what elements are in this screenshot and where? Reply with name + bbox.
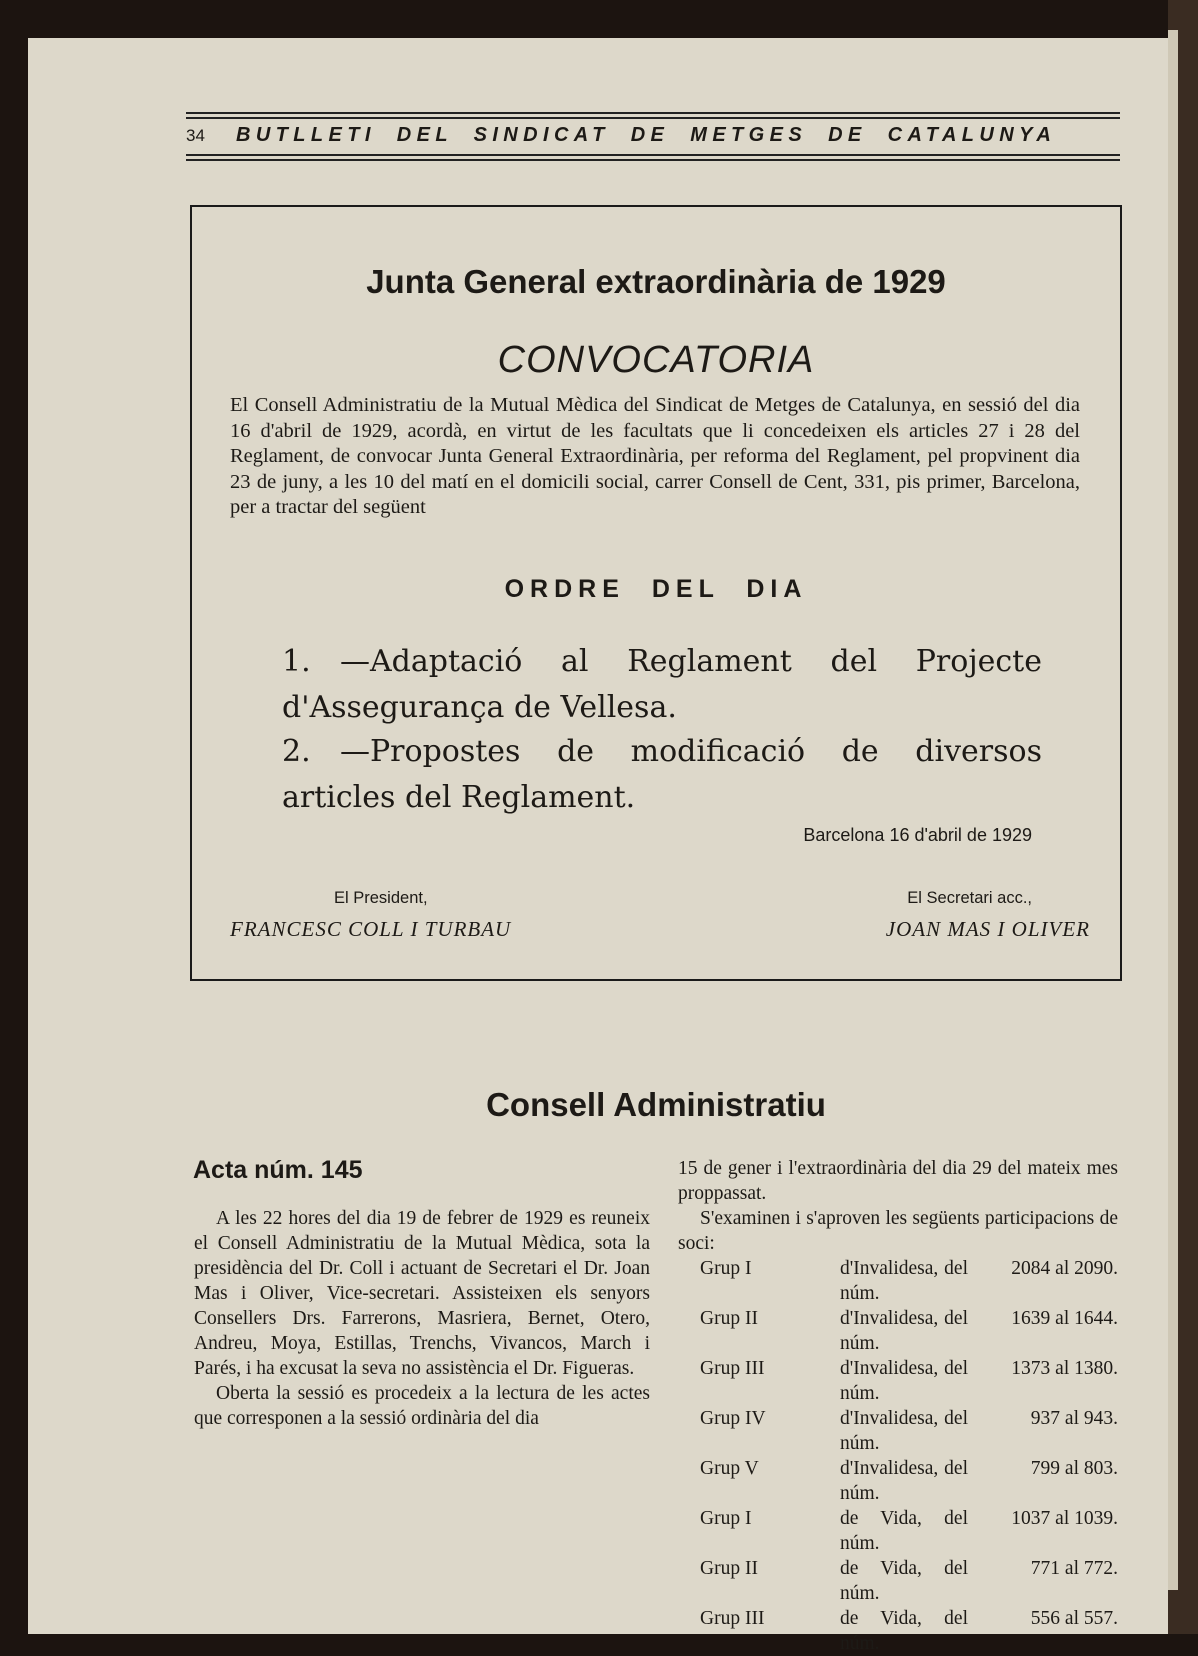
agenda-item-text: —Adaptació al Reglament del Projecte d'Assegurança de Vellesa. xyxy=(282,644,1042,725)
paragraph: A les 22 hores del dia 19 de febrer de 1929 es reuneix el Consell Administratiu de la Mutual Mèdica, sota la presidència del Dr. Coll i actuant de Secretari el Dr. Joan Mas i Oliver, Vice-secretari. Assisteixen els senyors Consellers Drs. Farrerons, Masriera, Bernet, Otero, Andreu, Moya, Estillas, Trenchs, Vivancos, March i Parés, i ha excusat la seva no assistència el Dr. Figueras. xyxy=(194,1208,650,1379)
list-item xyxy=(678,1606,1118,1656)
agenda-item-text: —Propostes de modificació de diversos articles del Reglament. xyxy=(282,734,1042,815)
list-item-range: 937 al 943. xyxy=(1030,1408,1118,1429)
header-rule-top xyxy=(186,112,1120,114)
announcement-box xyxy=(190,205,1122,981)
section-title: Consell Administratiu xyxy=(486,1086,826,1123)
list-item xyxy=(678,1406,1118,1456)
announcement-title: Junta General extraordinària de 1929 xyxy=(366,263,946,300)
list-item-range: 771 al 772. xyxy=(1030,1558,1118,1579)
list-item-group: Grup IV xyxy=(700,1408,766,1429)
paragraph: S'examinen i s'aproven les següents participacions de soci: xyxy=(678,1208,1118,1254)
agenda-item-number: 2. xyxy=(282,734,311,769)
participation-list xyxy=(678,1256,1118,1656)
list-item-group: Grup II xyxy=(700,1558,758,1579)
header-rule-top-2 xyxy=(186,117,1120,119)
signature-name-president: FRANCESC COLL I TURBAU xyxy=(230,917,512,941)
list-item-desc: de Vida, del núm. xyxy=(840,1508,968,1554)
list-item xyxy=(678,1306,1118,1356)
list-item xyxy=(678,1256,1118,1306)
paragraph: Oberta la sessió es procedeix a la lectura de les actes que corresponen a la sessió ordinària del dia xyxy=(194,1383,650,1429)
list-item-group: Grup II xyxy=(700,1308,758,1329)
list-item-range: 1037 al 1039. xyxy=(1011,1508,1118,1529)
running-header xyxy=(186,124,1120,150)
list-item-desc: de Vida, del núm. xyxy=(840,1558,968,1604)
agenda-item-number: 1. xyxy=(282,644,311,679)
date-line: Barcelona 16 d'abril de 1929 xyxy=(803,825,1032,845)
list-item xyxy=(678,1356,1118,1406)
list-item-group: Grup III xyxy=(700,1608,765,1629)
list-item-desc: d'Invalidesa, del núm. xyxy=(840,1308,968,1354)
list-item-group: Grup III xyxy=(700,1358,765,1379)
agenda-heading: ORDRE DEL DIA xyxy=(504,575,808,603)
page-edge-strip xyxy=(1168,30,1178,1590)
journal-title: BUTLLETI DEL SINDICAT DE METGES DE CATALUNYA xyxy=(236,124,1057,146)
list-item-range: 556 al 557. xyxy=(1030,1608,1118,1629)
list-item-range: 1373 al 1380. xyxy=(1011,1358,1118,1379)
box-bottom-rule xyxy=(190,979,1122,981)
page-number: 34 xyxy=(186,126,205,145)
list-item-group: Grup V xyxy=(700,1458,759,1479)
list-item-range: 2084 al 2090. xyxy=(1011,1258,1118,1279)
announcement-subtitle: CONVOCATORIA xyxy=(497,339,815,381)
list-item-range: 1639 al 1644. xyxy=(1011,1308,1118,1329)
agenda-item xyxy=(282,639,1042,731)
list-item-desc: d'Invalidesa, del núm. xyxy=(840,1458,968,1504)
list-item-group: Grup I xyxy=(700,1258,752,1279)
agenda-item xyxy=(282,729,1042,821)
announcement-body: El Consell Administratiu de la Mutual Mèdica del Sindicat de Metges de Catalunya, en sessió del dia 16 d'abril de 1929, acordà, en virtut de les facultats que li concedeixen els articles 27 i 28 del Reglament, de convocar Junta General Extraordinària, per reforma del Reglament, pel propvinent dia 23 de juny, a les 10 del matí en el domicili social, carrer Consell de Cent, 331, pis primer, Barcelona, per a tractar del següent xyxy=(230,394,1080,518)
signature-name-secretary: JOAN MAS I OLIVER xyxy=(885,917,1090,941)
list-item xyxy=(678,1456,1118,1506)
list-item-desc: d'Invalidesa, del núm. xyxy=(840,1258,968,1304)
signature-role-president: El President, xyxy=(334,889,428,907)
signature-role-secretary: El Secretari acc., xyxy=(907,889,1032,907)
list-item xyxy=(678,1506,1118,1556)
act-heading: Acta núm. 145 xyxy=(193,1156,363,1184)
header-rule-bottom-2 xyxy=(186,159,1120,161)
list-item-desc: de Vida, del núm. xyxy=(840,1608,968,1654)
list-item-range: 799 al 803. xyxy=(1030,1458,1118,1479)
list-item xyxy=(678,1556,1118,1606)
list-item-desc: d'Invalidesa, del núm. xyxy=(840,1408,968,1454)
header-rule-bottom xyxy=(186,154,1120,156)
list-item-group: Grup I xyxy=(700,1508,752,1529)
paragraph-continuation: 15 de gener i l'extraordinària del dia 29 del mateix mes proppassat. xyxy=(678,1158,1118,1204)
left-column xyxy=(194,1206,650,1431)
book-edge xyxy=(1168,0,1198,1634)
list-item-desc: d'Invalidesa, del núm. xyxy=(840,1358,968,1404)
right-column xyxy=(678,1156,1118,1656)
